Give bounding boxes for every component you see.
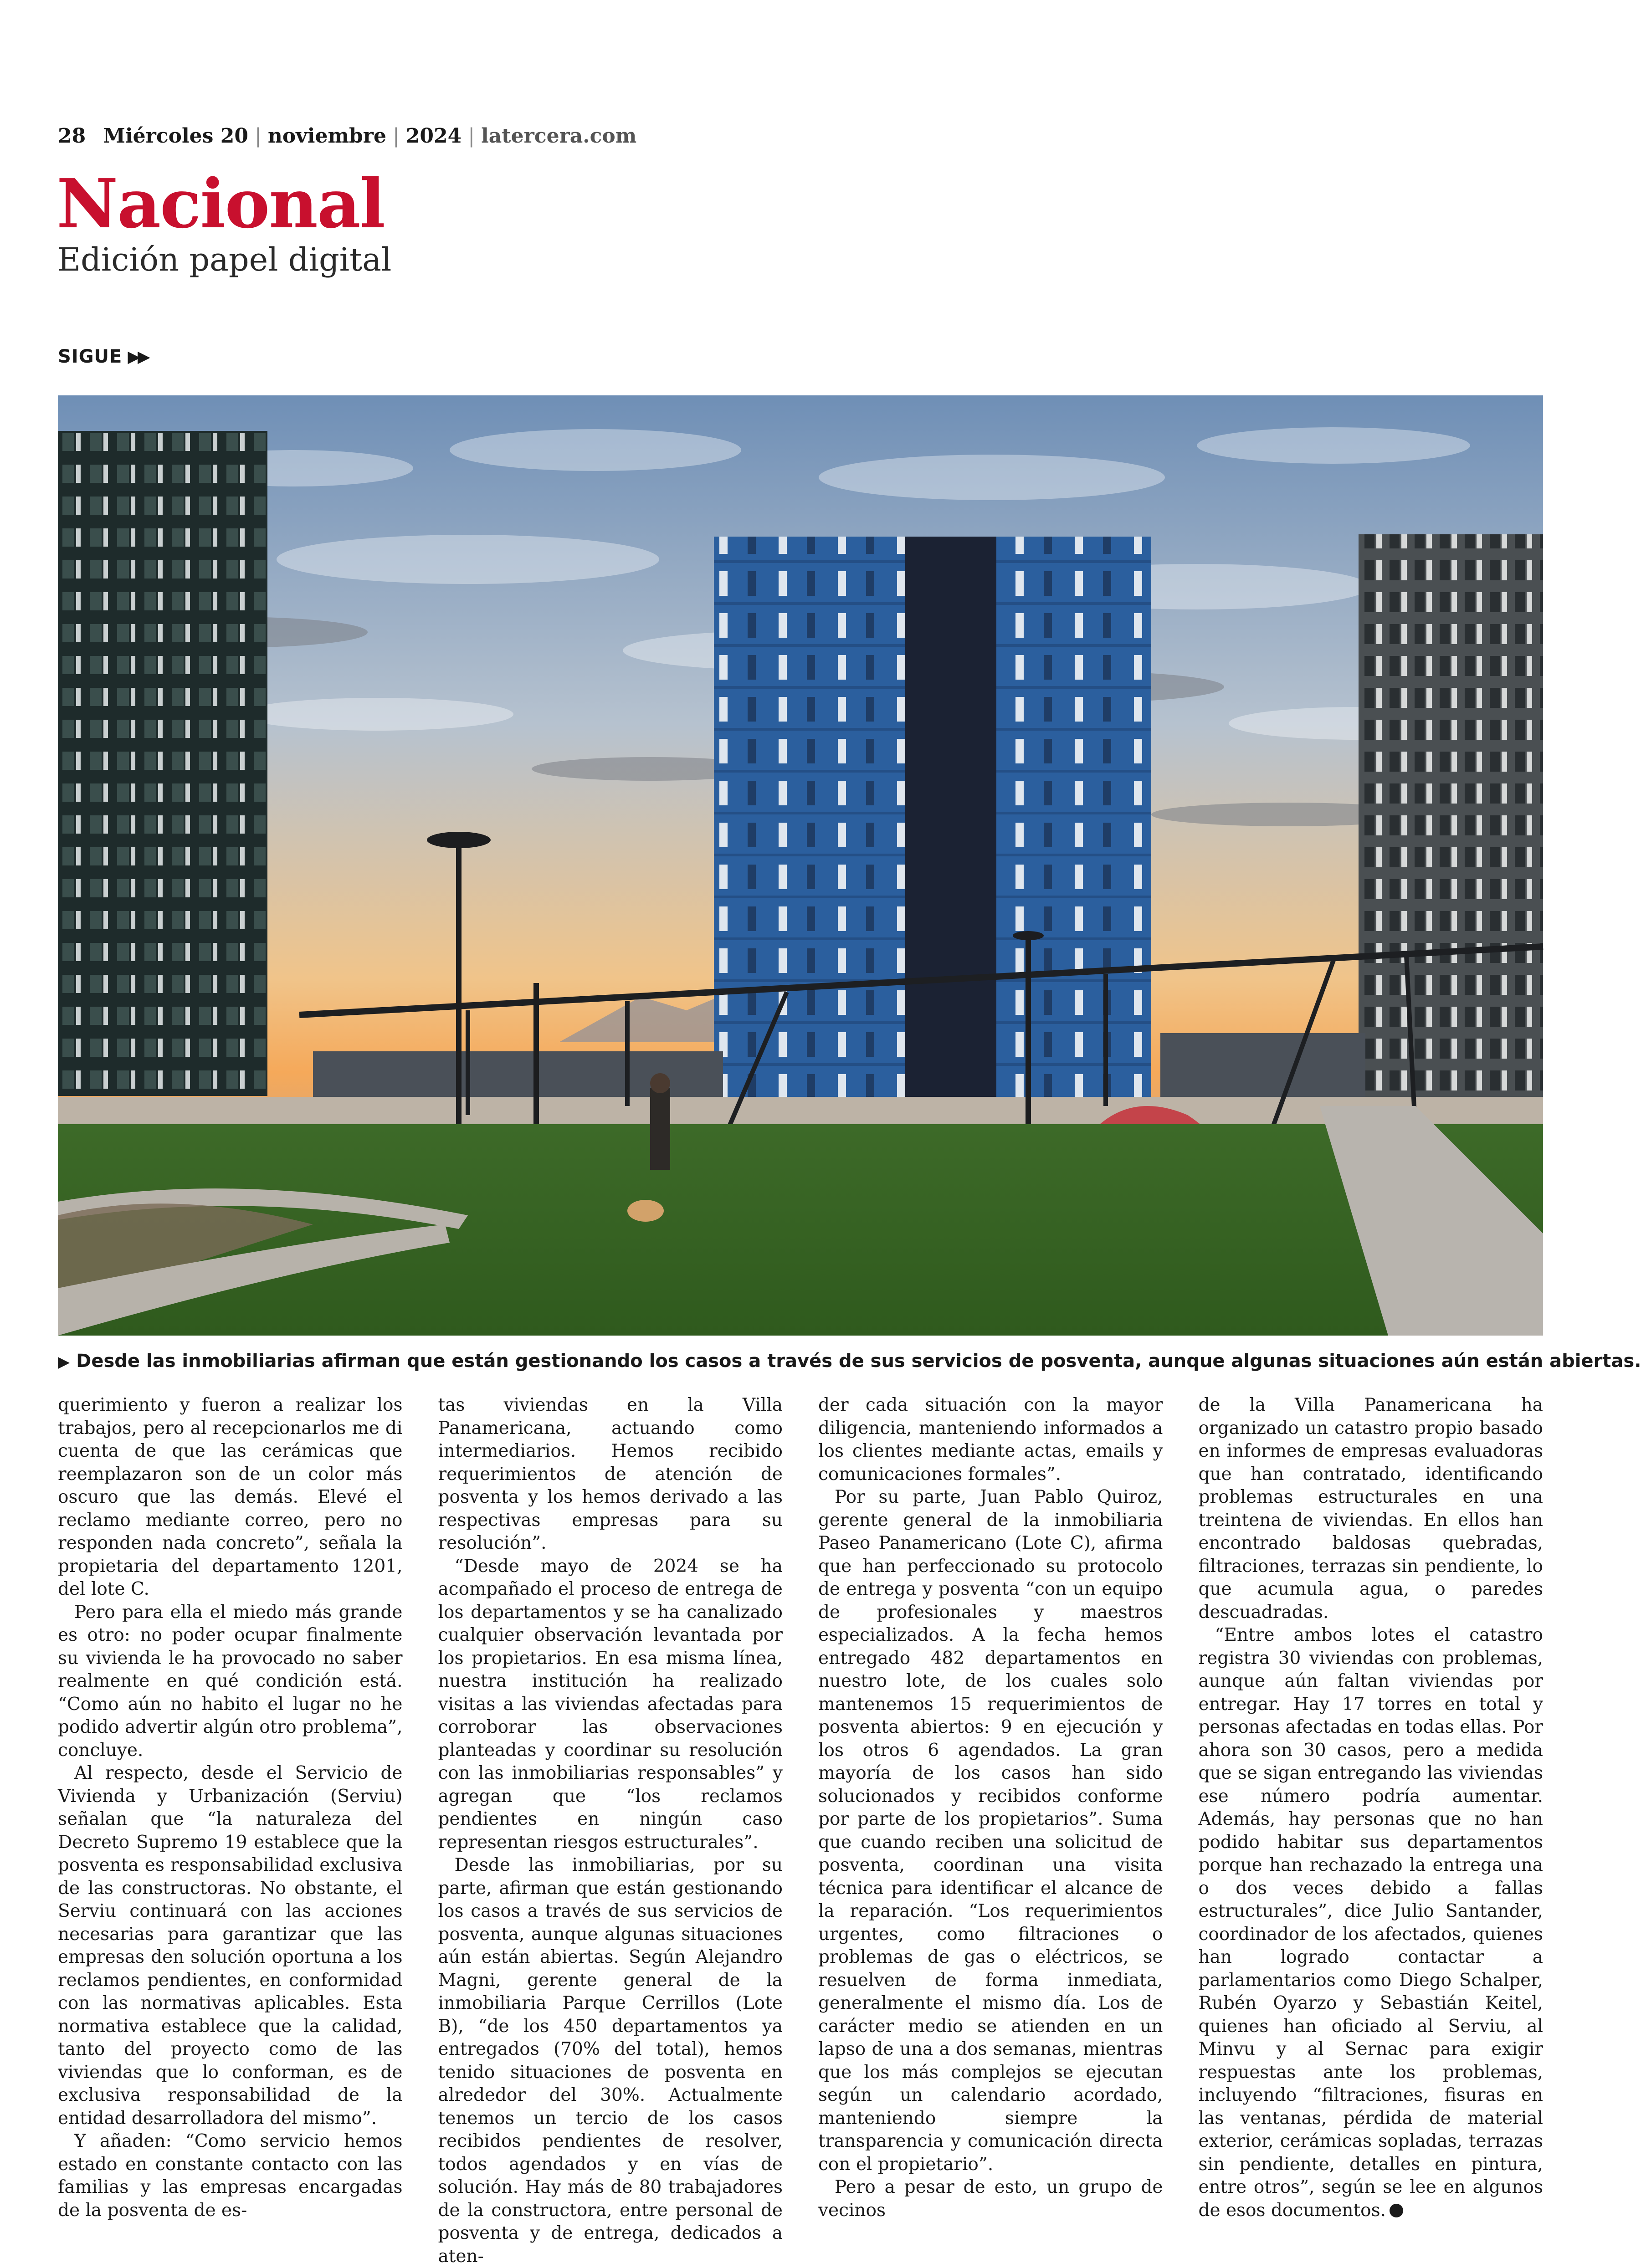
end-of-article-icon	[1390, 2204, 1403, 2217]
continues-marker	[58, 346, 148, 367]
article-column-1	[58, 1394, 403, 2268]
folio-separator: |	[392, 124, 400, 148]
triangle-right-icon: ▶	[58, 1353, 70, 1371]
article-paragraph-last	[1199, 1624, 1544, 2222]
article-paragraph: Por su parte, Juan Pablo Quiroz, gerente general de la inmobiliaria Paseo Panamericano (Lote C), afirma que han perfeccionado su protocolo de entrega y posventa “con un equipo de profesionales y maestros especializados. A la fecha hemos entregado 482 departamentos en nuestro lote, de los cuales solo mantenemos 15 requerimientos de posventa abiertos: 9 en ejecución y los otros 6 agendados. La gran mayoría de los casos han sido solucionados y recibidos conforme por parte de los propietarios”. Suma que cuando reciben una solicitud de posventa, coordinan una visita técnica para identificar el alcance de la reparación. “Los requerimientos urgentes, como filtraciones o problemas de gas o eléctricos, se resuelven de forma inmediata, generalmente el mismo día. Los de carácter medio se atienden en un lapso de una a dos semanas, mientras que los más complejos se ejecutan según un calendario acordado, manteniendo siempre la transparencia y comunicación directa con el propietario”.	[818, 1487, 1163, 2175]
article-photo	[58, 395, 1543, 1336]
article-column-3	[818, 1394, 1163, 2268]
folio-separator: |	[255, 124, 262, 148]
article-paragraph: der cada situación con la mayor diligencia, manteniendo informados a los clientes mediante actas, emails y comunicaciones formales”.	[818, 1395, 1163, 1485]
article-column-4	[1199, 1394, 1544, 2268]
article-paragraph: Y añaden: “Como servicio hemos estado en constante contacto con las familias y las empresas encargadas de la posventa de es-	[58, 2131, 403, 2221]
double-triangle-right-icon: ▶▶	[128, 347, 148, 366]
article-body	[58, 1394, 1543, 2267]
continues-label: SIGUE	[58, 346, 123, 367]
issue-month: noviembre	[267, 124, 386, 148]
section-title: Nacional	[56, 164, 385, 243]
article-paragraph: querimiento y fueron a realizar los trabajos, pero al recepcionarlos me di cuenta de que las cerámicas que reemplazaron son de un color más oscuro que las demás. Elevé el reclamo mediante correo, pero no responden nada concreto”, señala la propietaria del departamento 1201, del lote C.	[58, 1395, 403, 1599]
article-paragraph-text: “Entre ambos lotes el catastro registra 30 viviendas con problemas, aunque aún faltan viviendas por entregar. Hay 17 torres en total y personas afectadas en todas ellas. Por ahora son 30 casos, pero a medida que se sigan entregando las viviendas ese número podría aumentar. Además, hay personas que no han podido habitar sus departamentos porque han rechazado la entrega una o dos veces debido a fallas estructurales”, dice Julio Santander, coordinador de los afectados, quienes han logrado contactar a parlamentarios como Diego Schalper, Rubén Oyarzo y Sebastián Keitel, quienes han oficiado al Serviu, al Minvu y al Sernac para exigir respuestas ante los problemas, incluyendo “filtraciones, fisuras en las ventanas, pérdida de material exterior, cerámicas sopladas, terrazas sin pendiente, detalles en pintura, entre otros”, según se lee en algunos de esos documentos.	[1198, 1625, 1543, 2221]
issue-weekday-day: Miércoles 20	[103, 124, 248, 148]
folio-separator: |	[468, 124, 475, 148]
photo-caption	[58, 1348, 1641, 1375]
article-paragraph: tas viviendas en la Villa Panamericana, actuando como intermediarios. Hemos recibido requerimientos de atención de posventa y los hemos derivado a las respectivas empresas para su resolución”.	[438, 1395, 783, 1553]
article-paragraph: de la Villa Panamericana ha organizado un catastro propio basado en informes de empresas evaluadoras que han contratado, identificando problemas estructurales en una treintena de viviendas. En ellos han encontrado baldosas quebradas, filtraciones, terrazas sin pendiente, lo que acumula agua, o paredes descuadradas.	[1198, 1395, 1543, 1623]
site-link[interactable]: latercera.com	[481, 124, 637, 148]
issue-year: 2024	[405, 124, 462, 148]
article-paragraph: “Desde mayo de 2024 se ha acompañado el proceso de entrega de los departamentos y se ha canalizado cualquier observación levantada por los propietarios. En esa misma línea, nuestra institución ha realizado visitas a las viviendas afectadas para corroborar las observaciones planteadas y coordinar su resolución con las inmobiliarias responsables” y agregan que “los reclamos pendientes en ningún caso representan riesgos estructurales”.	[438, 1556, 783, 1853]
edition-subtitle: Edición papel digital	[57, 241, 392, 278]
article-paragraph: Al respecto, desde el Servicio de Vivienda y Urbanización (Serviu) señalan que “la naturaleza del Decreto Supremo 19 establece que la posventa es responsabilidad exclusiva de las constructoras. No obstante, el Serviu continuará con las acciones necesarias para garantizar que las empresas den solución oportuna a los reclamos pendientes, en conformidad con las normativas aplicables. Esta normativa establece que la calidad, tanto del proyecto como de las viviendas que lo conforman, es de exclusiva responsabilidad de la entidad desarrolladora del mismo”.	[58, 1763, 403, 2129]
page-folio	[58, 122, 636, 149]
article-paragraph: Pero para ella el miedo más grande es otro: no poder ocupar finalmente su vivienda le ha provocado no saber realmente en qué condición está. “Como aún no habito el lugar no he podido advertir algún otro problema”, concluye.	[58, 1602, 403, 1761]
article-paragraph: Pero a pesar de esto, un grupo de vecinos	[818, 2177, 1163, 2221]
article-column-2	[438, 1394, 783, 2268]
page-number: 28	[58, 124, 86, 148]
caption-text: Desde las inmobiliarias afirman que están gestionando los casos a través de sus servicios de posventa, aunque algunas situaciones aún están abiertas.	[76, 1351, 1641, 1372]
article-paragraph: Desde las inmobiliarias, por su parte, afirman que están gestionando los casos a través de sus servicios de posventa, aunque algunas situaciones aún están abiertas. Según Alejandro Magni, gerente general de la inmobiliaria Parque Cerrillos (Lote B), “de los 450 departamentos ya entregados (70% del total), hemos tenido situaciones de posventa en alrededor del 30%. Actualmente tenemos un tercio de los casos recibidos pendientes de resolver, todos agendados y en vías de solución. Hay más de 80 trabajadores de la constructora, entre personal de posventa y de entrega, dedicados a aten-	[438, 1855, 783, 2267]
